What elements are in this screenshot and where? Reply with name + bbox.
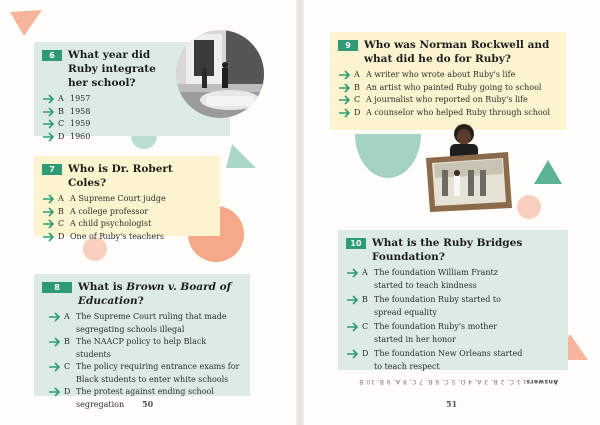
arrow-right-icon <box>42 193 56 205</box>
arrow-right-icon <box>338 94 352 106</box>
option-text: A writer who wrote about Ruby's life <box>366 70 516 79</box>
option-text: 1958 <box>70 106 91 116</box>
option-letter: D <box>354 107 361 117</box>
options-list <box>346 267 560 373</box>
option-item <box>42 231 212 244</box>
option-letter: B <box>58 106 64 116</box>
option-text: 1960 <box>70 131 91 141</box>
ruby-painting-photo <box>420 118 516 214</box>
option-item <box>346 294 560 319</box>
question-number-badge: 7 <box>42 164 62 175</box>
option-item <box>48 336 242 361</box>
option-text: The foundation William Frantz started to teach kindness <box>374 268 498 290</box>
question-text: Who is Dr. Robert Coles? <box>68 163 173 189</box>
option-item <box>338 82 558 95</box>
arrow-right-icon <box>48 386 62 398</box>
option-text: The NAACP policy to help Black students <box>76 337 207 359</box>
green-triangle-shape <box>534 160 562 184</box>
question-text-prefix: What is <box>78 281 127 293</box>
arrow-right-icon <box>346 267 360 279</box>
options-list <box>42 311 242 411</box>
option-letter: C <box>58 119 65 128</box>
option-text: The Supreme Court ruling that made segregating schools illegal <box>76 312 227 334</box>
options-list <box>42 193 212 243</box>
page-number-right: 51 <box>446 399 458 409</box>
option-item <box>346 348 560 373</box>
arrow-right-icon <box>42 231 56 243</box>
option-text: 1959 <box>70 119 91 128</box>
option-letter: D <box>58 131 65 141</box>
option-letter: D <box>58 231 65 241</box>
option-item <box>42 206 212 219</box>
option-letter: A <box>58 194 64 203</box>
option-text: The foundation New Orleans started to teach respect <box>374 349 523 371</box>
option-text: A college professor <box>70 206 149 216</box>
option-text: The policy requiring entrance exams for Black students to enter white schools <box>76 362 240 384</box>
teal-triangle-shape <box>226 142 256 172</box>
pink-circle-right-shape <box>516 194 542 220</box>
answer-key-label: Answers: <box>522 378 558 385</box>
option-text: The foundation Ruby's mother started in her honor <box>374 322 498 344</box>
arrow-right-icon <box>48 311 62 323</box>
option-letter: B <box>58 206 64 216</box>
option-text: A child psychologist <box>70 219 152 228</box>
option-text: The foundation Ruby started to spread equality <box>374 295 501 317</box>
option-item <box>346 321 560 346</box>
question-text: What year did Ruby integrate her school? <box>68 49 156 89</box>
arrow-right-icon <box>338 82 352 94</box>
arrow-right-icon <box>346 294 360 306</box>
option-item <box>42 218 212 231</box>
options-list <box>338 69 558 119</box>
option-letter: A <box>58 94 64 103</box>
arrow-right-icon <box>346 321 360 333</box>
question-card-7 <box>34 156 220 241</box>
option-letter: A <box>64 312 70 321</box>
question-text-italic: Brown v. Board of Education <box>78 281 232 307</box>
answer-key-values: 1 C, 2 B, 3 A, 4 D, 5 C, 6 B, 7 C, 8 A, 9 B, 10 B <box>358 378 521 385</box>
salmon-triangle-shape <box>10 10 44 36</box>
option-item <box>338 94 558 107</box>
arrow-right-icon <box>42 118 56 130</box>
option-letter: B <box>354 82 360 92</box>
question-card-10 <box>338 230 568 370</box>
option-text: A counselor who helped Ruby through school <box>366 107 551 117</box>
option-item <box>42 118 222 131</box>
option-letter: C <box>58 219 65 228</box>
arrow-right-icon <box>42 106 56 118</box>
option-letter: C <box>354 95 361 104</box>
option-text: One of Ruby's teachers <box>70 231 164 241</box>
school-photo <box>176 30 264 118</box>
question-text: What is the Ruby Bridges Foundation? <box>372 237 523 263</box>
option-letter: C <box>64 362 71 371</box>
teal-half-circle-shape <box>353 132 423 180</box>
option-item <box>42 193 212 206</box>
arrow-right-icon <box>48 336 62 348</box>
question-text-suffix: ? <box>137 295 144 307</box>
option-text: An artist who painted Ruby going to school <box>366 82 542 92</box>
option-text: A Supreme Court judge <box>70 194 166 203</box>
option-letter: C <box>362 322 369 331</box>
arrow-right-icon <box>48 361 62 373</box>
option-text: The protest against ending school segregation <box>76 387 214 409</box>
option-item <box>338 69 558 82</box>
page-number-left: 50 <box>142 399 154 409</box>
option-item <box>42 131 222 144</box>
option-letter: A <box>354 70 360 79</box>
arrow-right-icon <box>42 131 56 143</box>
option-item <box>48 361 242 386</box>
arrow-right-icon <box>42 93 56 105</box>
question-number-badge: 6 <box>42 50 62 61</box>
option-letter: A <box>362 268 368 277</box>
option-text: 1957 <box>70 94 91 103</box>
option-letter: B <box>64 337 70 346</box>
question-number-badge: 10 <box>346 238 366 249</box>
question-text <box>78 280 242 308</box>
book-gutter <box>296 0 304 425</box>
question-card-9 <box>330 32 566 130</box>
option-text: A journalist who reported on Ruby's life <box>366 95 528 104</box>
option-item <box>48 311 242 336</box>
option-letter: B <box>362 295 368 304</box>
arrow-right-icon <box>338 107 352 119</box>
arrow-right-icon <box>42 218 56 230</box>
answer-key <box>352 378 558 385</box>
arrow-right-icon <box>346 348 360 360</box>
option-item <box>346 267 560 292</box>
question-text: Who was Norman Rockwell and what did he do for Ruby? <box>364 39 550 65</box>
option-letter: D <box>362 349 369 358</box>
arrow-right-icon <box>338 69 352 81</box>
question-number-badge: 9 <box>338 40 358 51</box>
arrow-right-icon <box>42 206 56 218</box>
option-letter: D <box>64 387 71 396</box>
question-number-badge: 8 <box>42 282 72 293</box>
